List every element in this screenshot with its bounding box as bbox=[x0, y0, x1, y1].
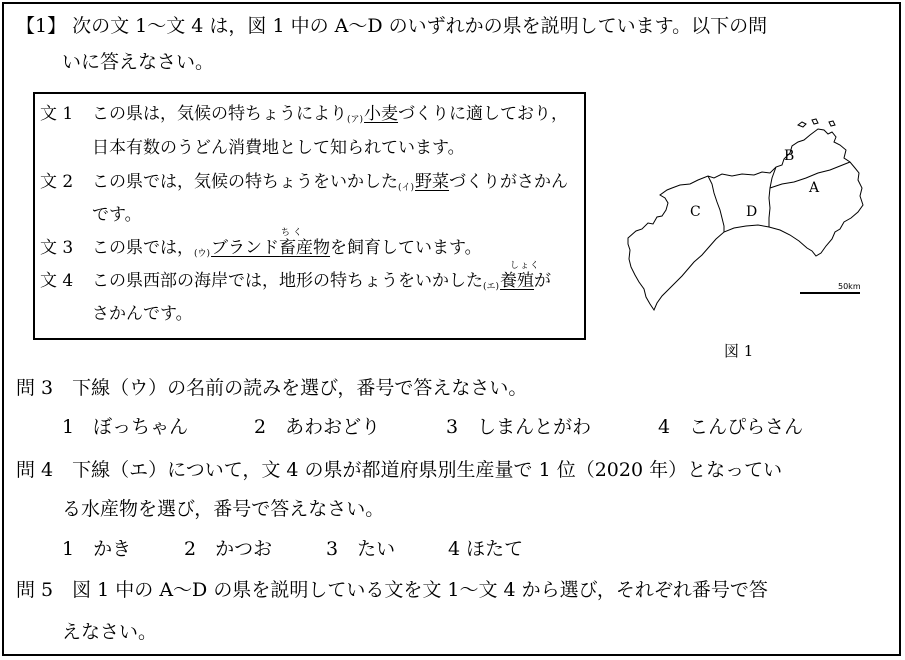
underline-u-c: 産物 bbox=[296, 238, 331, 258]
q3-option-4: 4 こんぴらさん bbox=[658, 416, 804, 438]
q4-question-line2: る水産物を選び，番号で答えなさい。 bbox=[62, 498, 385, 520]
marker-e: (エ) bbox=[483, 282, 500, 292]
statement-1-label: 文 1 bbox=[40, 104, 74, 124]
marker-i: (イ) bbox=[398, 183, 415, 193]
statement-2-line2: です。 bbox=[92, 205, 142, 225]
underline-u-b-text: 畜 bbox=[279, 238, 297, 258]
q4-question-line1: 問 4 下線（エ）について，文 4 の県が都道府県別生産量で 1 位（2020 年）となってい bbox=[16, 459, 783, 481]
statement-4-text: この県西部の海岸では，地形の特ちょうをいかした bbox=[92, 271, 483, 291]
statement-1-text: この県は，気候の特ちょうにより bbox=[92, 104, 347, 124]
q1-header-line2: いに答えなさい。 bbox=[62, 51, 215, 73]
q4-option-2: 2 かつお bbox=[184, 538, 273, 560]
q3-option-3: 3 しまんとがわ bbox=[446, 416, 592, 438]
statement-2-label: 文 2 bbox=[40, 172, 74, 192]
q4-option-1: 1 かき bbox=[62, 538, 132, 560]
statement-3-label: 文 3 bbox=[40, 238, 74, 258]
ruby-chiku: ちく bbox=[281, 228, 306, 238]
q3-question: 問 3 下線（ウ）の名前の読みを選び，番号で答えなさい。 bbox=[16, 377, 528, 399]
q3-option-2: 2 あわおどり bbox=[254, 416, 381, 438]
statement-4-label: 文 4 bbox=[40, 271, 74, 291]
q5-question-line1: 問 5 図 1 中の A〜D の県を説明している文を文 1〜文 4 から選び，それぞれ番号で答 bbox=[16, 579, 768, 601]
underline-e bbox=[500, 261, 541, 291]
figure-caption: 図 1 bbox=[724, 342, 754, 360]
statement-1 bbox=[40, 103, 568, 131]
underline-u-a: ブランド bbox=[211, 238, 280, 258]
island-2 bbox=[812, 119, 818, 124]
border-d-a bbox=[769, 167, 776, 227]
island-3 bbox=[829, 121, 835, 126]
underline-a: 小麦 bbox=[364, 104, 399, 124]
underline-i: 野菜 bbox=[415, 172, 450, 192]
statement-4 bbox=[40, 261, 552, 298]
ruby-shoku: しょく bbox=[510, 261, 541, 271]
statement-4-line2: さかんです。 bbox=[92, 304, 193, 324]
q5-question-line2: えなさい。 bbox=[62, 621, 158, 643]
marker-a: (ア) bbox=[347, 115, 364, 125]
marker-u: (ウ) bbox=[194, 249, 211, 259]
pref-label-d: D bbox=[746, 204, 758, 220]
statement-2-text-end: づくりがさかん bbox=[449, 172, 569, 192]
statement-4-text-end: が bbox=[534, 271, 552, 291]
pref-label-c: C bbox=[690, 204, 701, 220]
statement-1-text-end: づくりに適しており， bbox=[398, 104, 569, 124]
q3-options bbox=[62, 415, 803, 439]
q1-header-line1: 【1】 次の文 1〜文 4 は，図 1 中の A〜D のいずれかの県を説明しています。以下の問 bbox=[16, 15, 768, 37]
statement-3 bbox=[40, 228, 482, 265]
q4-options bbox=[62, 537, 523, 561]
statement-2-text: この県では，気候の特ちょうをいかした bbox=[92, 172, 398, 192]
statement-2 bbox=[40, 171, 568, 199]
island-1 bbox=[798, 122, 806, 127]
border-c-d bbox=[708, 176, 724, 232]
underline-e-text: 養殖 bbox=[500, 271, 535, 291]
q4-option-4: 4 ほたて bbox=[448, 538, 524, 560]
shikoku-map bbox=[622, 118, 892, 318]
statement-3-text-end: を飼育しています。 bbox=[330, 238, 482, 258]
statement-1-line2: 日本有数のうどん消費地として知られています。 bbox=[92, 138, 465, 158]
pref-label-b: B bbox=[784, 148, 795, 164]
underline-u-b bbox=[279, 228, 306, 258]
statement-3-text: この県では， bbox=[92, 238, 194, 258]
scale-label: 50km bbox=[838, 282, 861, 291]
pref-label-a: A bbox=[809, 180, 820, 196]
q3-option-1: 1 ぼっちゃん bbox=[62, 416, 189, 438]
q4-option-3: 3 たい bbox=[326, 538, 396, 560]
